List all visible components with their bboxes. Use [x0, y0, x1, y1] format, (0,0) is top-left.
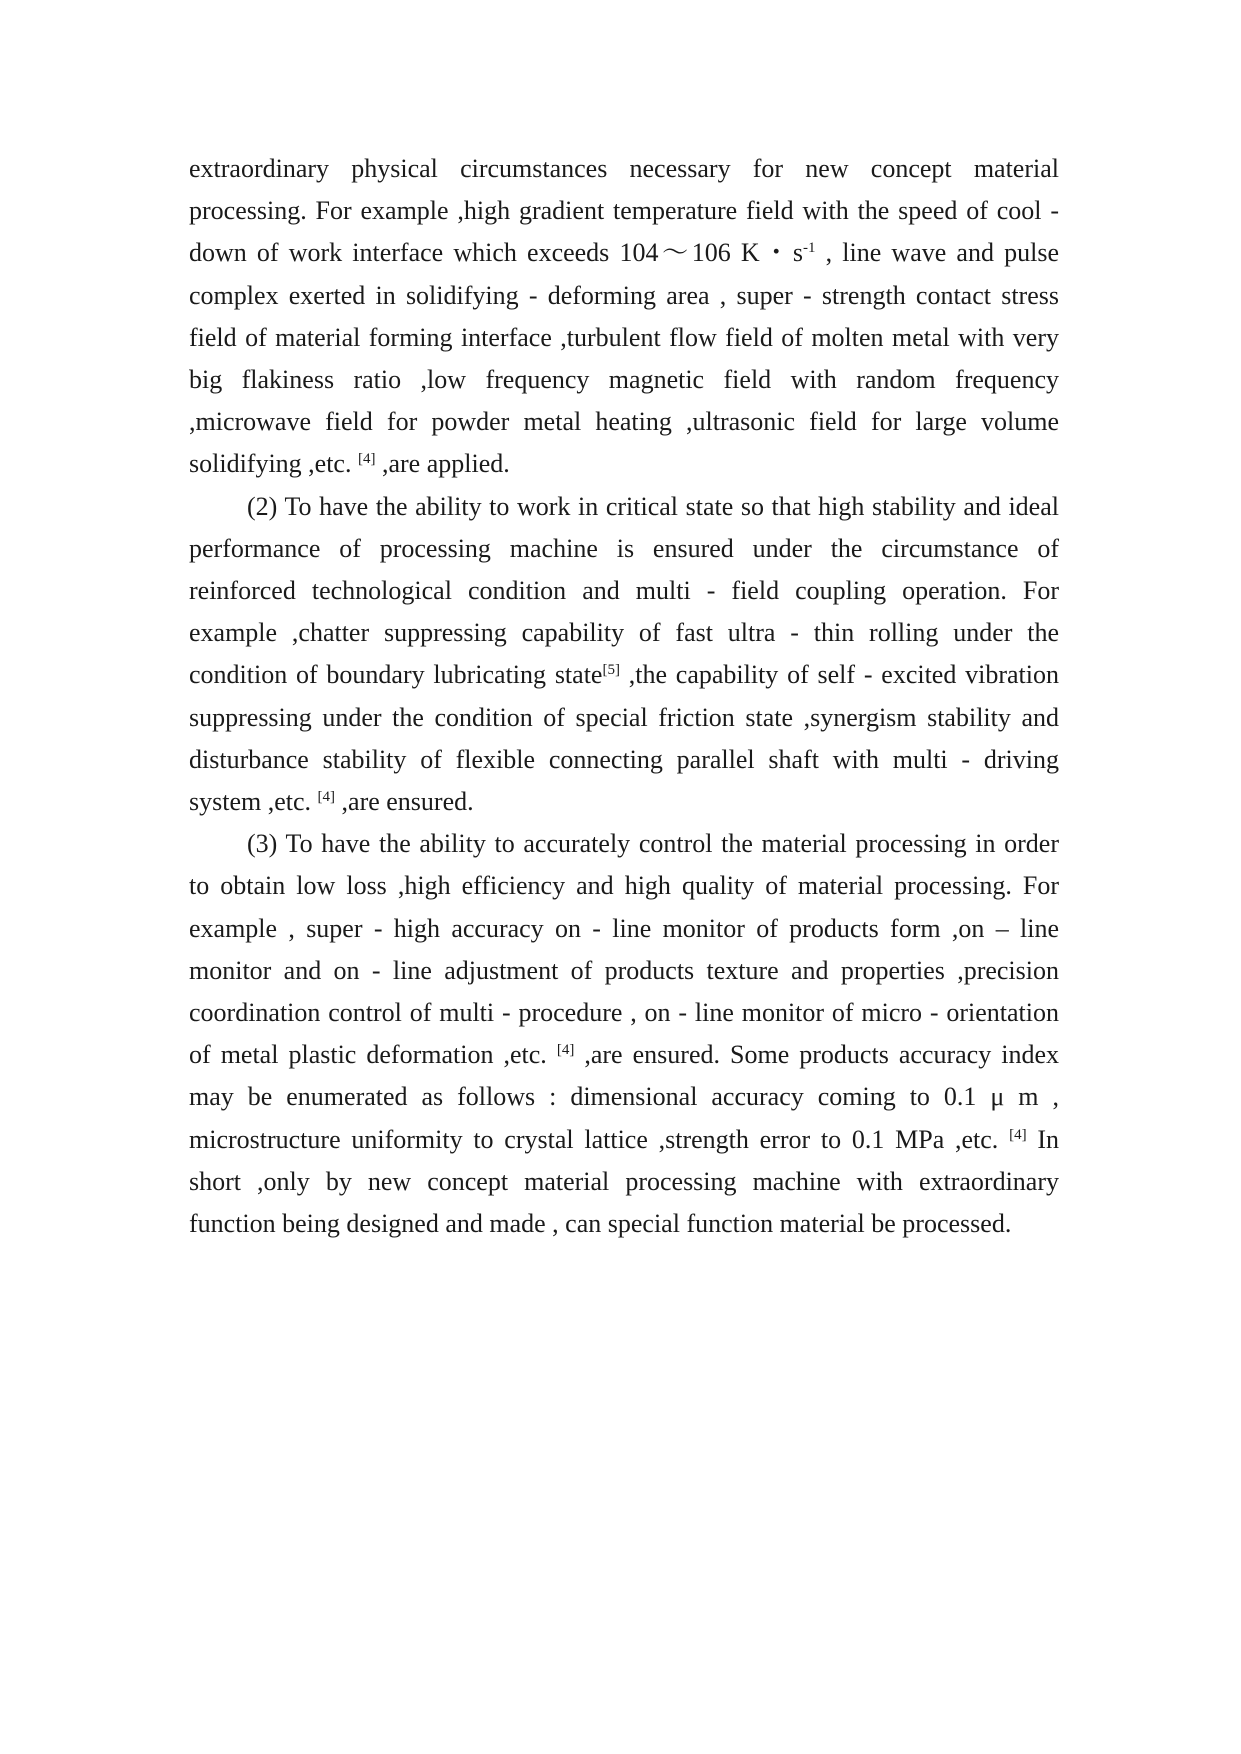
text-segment: ,are applied. — [375, 449, 510, 479]
citation-ref: [4] — [357, 451, 376, 468]
citation-ref: [4] — [317, 789, 336, 806]
paragraph-2 — [189, 486, 1059, 824]
superscript-exponent: -1 — [803, 240, 816, 257]
text-segment: ,are ensured. — [335, 787, 474, 817]
paragraph-3 — [189, 823, 1059, 1245]
document-body — [189, 148, 1059, 1245]
citation-ref: [4] — [1009, 1126, 1027, 1143]
text-segment: (2) To have the ability to work in critical state so that high stability and ideal performance of processing machine is ensured under the circumstance of reinforced technological condition and multi - field coupling operation. For example ,chatter suppressing capability of fast ultra - thin rolling under the condition of boundary lubricating state — [189, 491, 1059, 690]
text-segment: , line wave and pulse complex exerted in solidifying - deforming area , super - strength contact stress field of material forming interface ,turbulent flow field of molten metal with very big flakiness ratio ,low frequency magnetic field with random frequency ,microwave field for powder metal heating ,ultrasonic field for large volume solidifying ,etc. — [189, 238, 1059, 479]
text-segment: extraordinary physical circumstances necessary for new concept material processing. For example ,high gradient temperature field with the speed of cool - down of work interface which exceeds 104～106 K・s — [189, 154, 1059, 268]
paragraph-continuation — [189, 148, 1059, 486]
text-segment: ,the capability of self - excited vibration suppressing under the condition of special friction state ,synergism stability and disturbance stability of flexible connecting parallel shaft with multi - driving system ,etc. — [189, 660, 1059, 817]
citation-ref: [4] — [556, 1042, 575, 1059]
citation-ref: [5] — [602, 662, 620, 679]
text-segment: ,are ensured. Some products accuracy index may be enumerated as follows : dimensional accuracy coming to 0.1 μ m , microstructure uniformity to crystal lattice ,strength error to 0.1 MPa ,etc. — [189, 1040, 1060, 1154]
text-segment: In short ,only by new concept material processing machine with extraordinary function being designed and made , can special function material be processed. — [189, 1124, 1059, 1239]
text-segment: (3) To have the ability to accurately control the material processing in order to obtain low loss ,high efficiency and high quality of material processing. For example , super - high accuracy on - line monitor of products form ,on – line monitor and on - line adjustment of products texture and properties ,precision coordination control of multi - procedure , on - line monitor of micro - orientation of metal plastic deformation ,etc. — [189, 829, 1059, 1070]
